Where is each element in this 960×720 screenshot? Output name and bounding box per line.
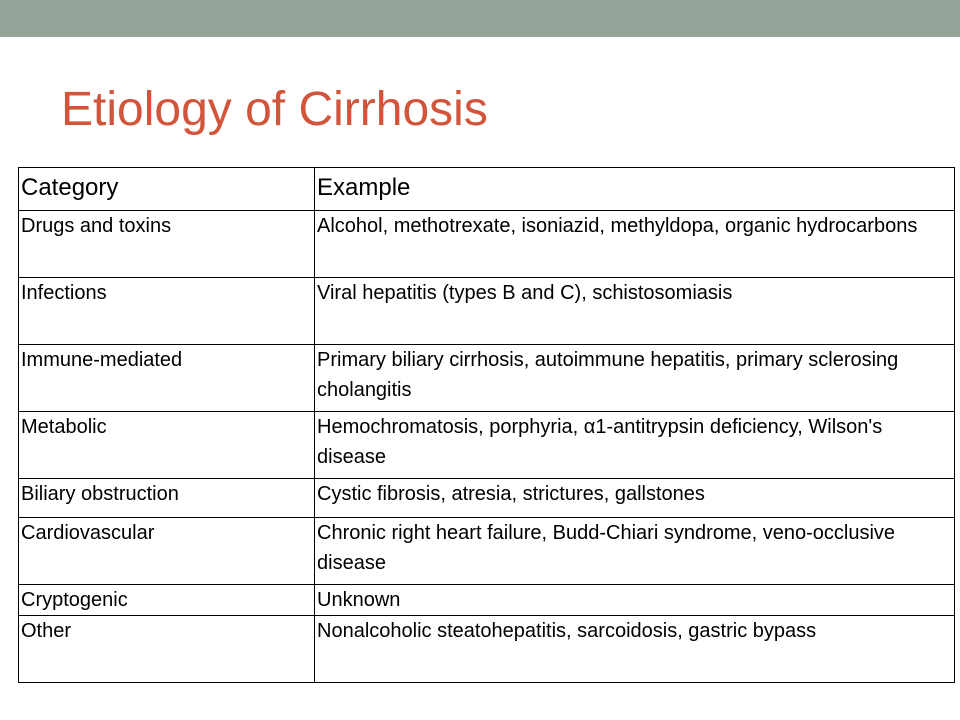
- header-example: Example: [315, 168, 955, 211]
- table-row: [19, 518, 955, 585]
- category-cell: Infections: [19, 278, 315, 345]
- category-cell: Drugs and toxins: [19, 211, 315, 278]
- category-cell: Metabolic: [19, 412, 315, 479]
- example-cell: Hemochromatosis, porphyria, α1-antitrypsin deficiency, Wilson's disease: [315, 412, 955, 479]
- category-cell: Immune-mediated: [19, 345, 315, 412]
- example-cell: Viral hepatitis (types B and C), schistosomiasis: [315, 278, 955, 345]
- example-cell: Chronic right heart failure, Budd-Chiari syndrome, veno-occlusive disease: [315, 518, 955, 585]
- table-row: [19, 479, 955, 518]
- example-cell: Alcohol, methotrexate, isoniazid, methyldopa, organic hydrocarbons: [315, 211, 955, 278]
- example-cell: Cystic fibrosis, atresia, strictures, gallstones: [315, 479, 955, 518]
- example-cell: Primary biliary cirrhosis, autoimmune hepatitis, primary sclerosing cholangitis: [315, 345, 955, 412]
- slide-title: Etiology of Cirrhosis: [61, 83, 488, 136]
- category-cell: Cryptogenic: [19, 585, 315, 616]
- category-cell: Other: [19, 616, 315, 683]
- table-row: [19, 211, 955, 278]
- table-row: [19, 412, 955, 479]
- table-row: [19, 345, 955, 412]
- top-accent-bar: [0, 0, 960, 37]
- example-cell: Unknown: [315, 585, 955, 616]
- table-row: [19, 616, 955, 683]
- category-cell: Cardiovascular: [19, 518, 315, 585]
- table-header-row: [19, 168, 955, 211]
- category-cell: Biliary obstruction: [19, 479, 315, 518]
- header-category: Category: [19, 168, 315, 211]
- table-row: [19, 585, 955, 616]
- table-row: [19, 278, 955, 345]
- example-cell: Nonalcoholic steatohepatitis, sarcoidosis, gastric bypass: [315, 616, 955, 683]
- etiology-table: [18, 167, 955, 683]
